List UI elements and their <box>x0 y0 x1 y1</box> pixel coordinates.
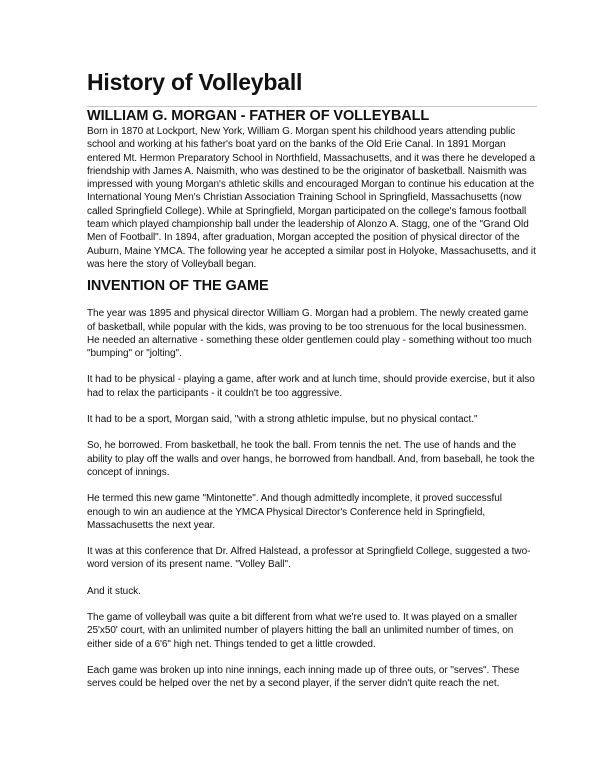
paragraph: So, he borrowed. From basketball, he took the ball. From tennis the net. The use of hands and the ability to play off the walls and over hangs, he borrowed from handball. And, from baseball, he took the concept of innings. <box>87 440 535 478</box>
paragraph: It had to be physical - playing a game, after work and at lunch time, should provide exercise, but it also had to relax the participants - it couldn't be too aggressive. <box>87 374 535 399</box>
paragraph: And it stuck. <box>87 585 141 597</box>
paragraph: He termed this new game "Mintonette". And though admittedly incomplete, it proved successful enough to win an audience at the YMCA Physical Director's Conference held in Springfield, Massachusetts the next year. <box>87 493 502 531</box>
section-invention-of-the-game <box>87 277 537 690</box>
paragraph: It was at this conference that Dr. Alfred Halstead, a professor at Springfield College, suggested a two-word version of its present name. "Volley Ball". <box>87 546 531 571</box>
section-heading: WILLIAM G. MORGAN - FATHER OF VOLLEYBALL <box>87 108 430 124</box>
paragraph: Each game was broken up into nine innings, each inning made up of three outs, or "serves". These serves could be helped over the net by a second player, if the server didn't quite reach the net. <box>87 664 520 690</box>
paragraph: Born in 1870 at Lockport, New York, William G. Morgan spent his childhood years attending public school and working at his father's boat yard on the banks of the Old Erie Canal. In 1891 Morgan entered Mt. Hermon Preparatory School in Northfield, Massachusetts, and it was there he developed a friendship with James A. Naismith, who was destined to be the originator of basketball. Naismith was impressed with young Morgan's athletic skills and encouraged Morgan to continue his education at the International Young Men's Christian Association Training School in Springfield, Massachusetts (now called Springfield College). While at Springfield, Morgan participated on the college's famous football team which played championship ball under the leadership of Alonzo A. Stagg, one of the "Grand Old Men of Football". In 1894, after graduation, Morgan accepted the position of physical director of the Auburn, Maine YMCA. The following year he accepted a similar post in Holyoke, Massachusetts, and it was here the story of Volleyball began. <box>87 126 536 270</box>
paragraph: It had to be a sport, Morgan said, "with a strong athletic impulse, but no physical contact." <box>87 414 478 426</box>
section-father-of-volleyball <box>87 106 537 271</box>
document-page <box>87 68 537 691</box>
section-heading: INVENTION OF THE GAME <box>87 278 269 295</box>
paragraph: The year was 1895 and physical director William G. Morgan had a problem. The newly created game of basketball, while popular with the kids, was proving to be too strenuous for the local businessmen. He needed an alternative - something these older gentlemen could play - something without too much "bumping" or "jolting". <box>87 308 532 360</box>
page-title: History of Volleyball <box>87 69 303 95</box>
paragraph: The game of volleyball was quite a bit different from what we're used to. It was played on a smaller 25'x50' court, with an unlimited number of players hitting the ball an unlimited number of times, on either side of a 6'6" high net. Things tended to get a little crowded. <box>87 612 518 650</box>
